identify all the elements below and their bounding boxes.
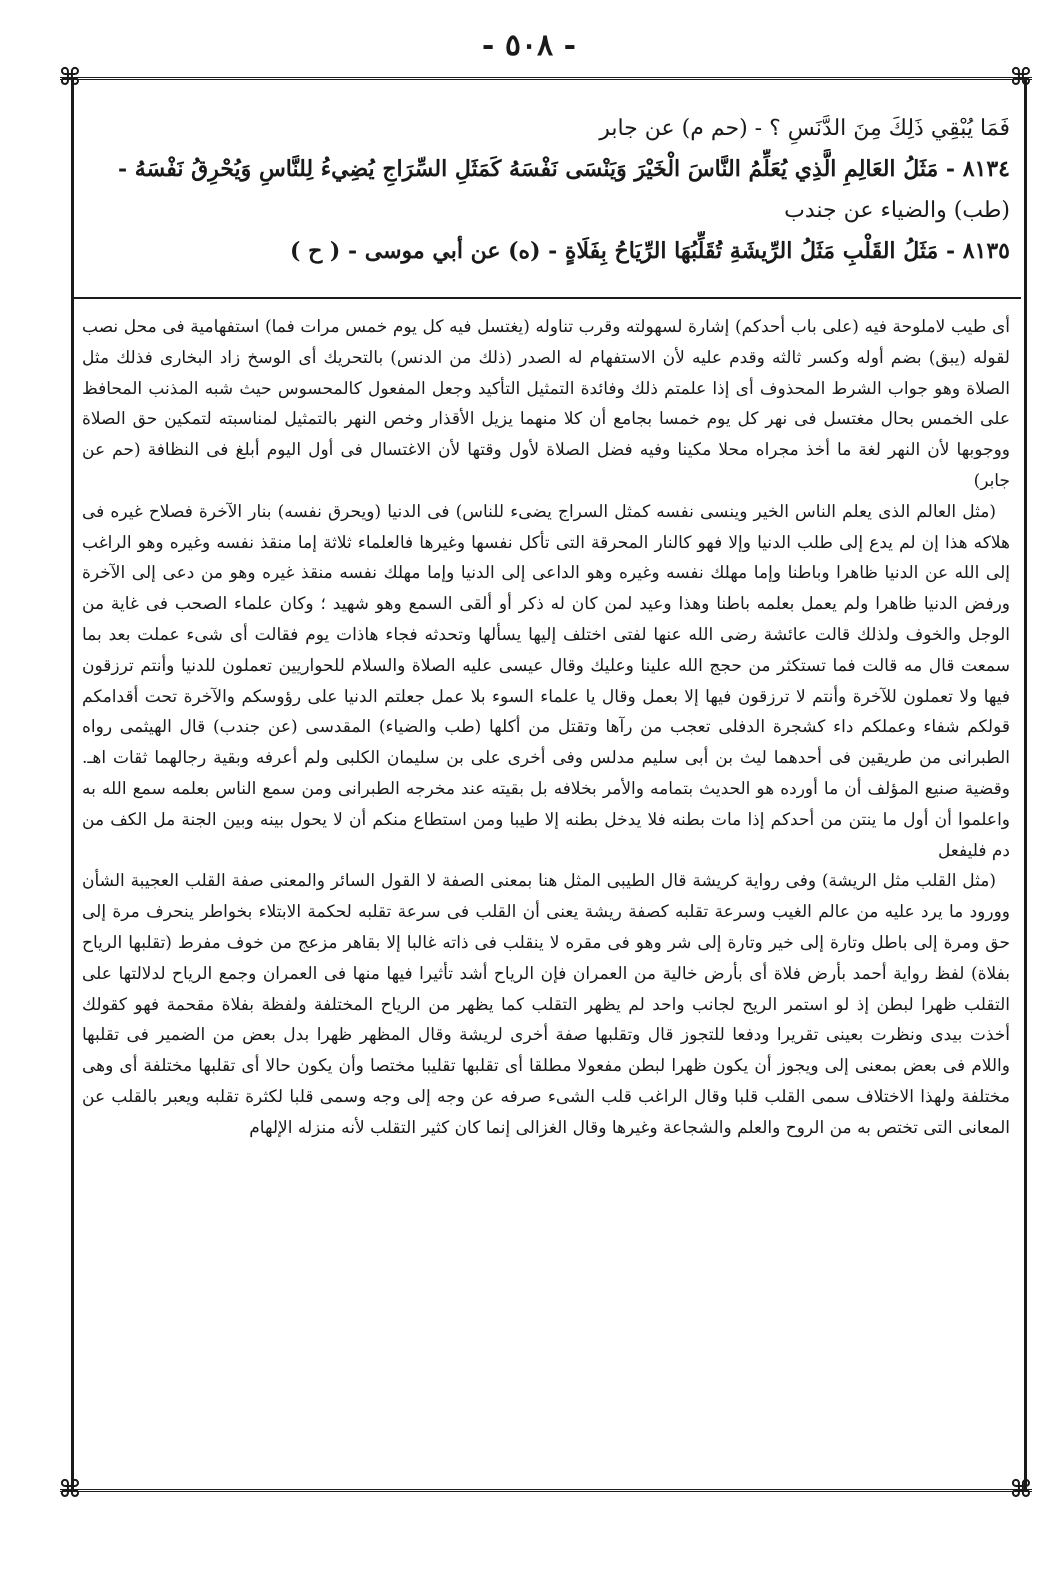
- corner-ornament-icon: ⌘: [58, 1474, 82, 1503]
- hadith-line: فَمَا يُبْقِي ذَلِكَ مِنَ الدَّنَسِ ؟ - (حم م) عن جابر: [599, 116, 1010, 141]
- hadith-text-block: [90, 108, 1010, 272]
- page-number: - ٥٠٨ -: [481, 28, 577, 63]
- commentary-paragraph: (مثل القلب مثل الريشة) وفى رواية كريشة قال الطيبى المثل هنا بمعنى الصفة لا القول السائر والمعنى صفة القلب العجيبة الشأن وورود ما يرد عليه من عالم الغيب وسرعة تقلبه كصفة ريشة يعنى أن القلب فى سرعة تقلبه لحكمة الابتلاء بخواطر ينحرف مرة إلى حق ومرة إلى باطل وتارة إلى خير وتارة إلى شر وهو فى مقره لا ينقلب فى ذاته غالبا إلا بقاهر مزعج من خوف مفرط (تقلبها الرياح بفلاة) لفظ رواية أحمد بأرض فلاة أى بأرض خالية من العمران فإن الرياح أشد تأثيرا فيها منها فى العمران وجمع الرياح لدلالتها على التقلب ظهرا لبطن إذ لو استمر الريح لجانب واحد لم يظهر التقلب كما يظهر من الرياح المختلفة ولفظة بفلاة مقحمة فهو كقولك أخذت بيدى ونظرت بعينى تقريرا ودفعا للتجوز قال وتقلبها صفة أخرى لريشة وقال المظهر ظهرا بدل بعض من الضمير فى تقلبها واللام فى بعض بمعنى إلى ويجوز أن يكون ظهرا لبطن مفعولا مطلقا أى تقلبها تقليبا مختصا وأن يكون حالا أى تقلبها مختلفة أى وهى مختلفة ولهذا الاختلاف سمى القلب قلبا وقال الراغب قلب الشىء صرفه عن وجه إلى وجه وسمى قلبا لكثرة تقلبه ويعبر بالقلب عن المعانى التى تختص به من الروح والعلم والشجاعة وغيرها وقال الغزالى إنما كان كثير التقلب لأنه منزله الإلهام: [82, 871, 1010, 1138]
- hadith-line: (طب) والضياء عن جندب: [784, 198, 1010, 223]
- hadith-line: ٨١٣٥ - مَثَلُ القَلْبِ مَثَلُ الرِّيشَةِ تُقَلِّبُهَا الرِّيَاحُ بِفَلَاةٍ - (ه) عن أبي موسى - ( ح ): [290, 238, 1010, 264]
- commentary-paragraph: أى طيب لاملوحة فيه (على باب أحدكم) إشارة لسهولته وقرب تناوله (يغتسل فيه كل يوم خمس مرات فما) استفهامية فى محل نصب لقوله (يبق) بضم أوله وكسر ثالثه وقدم عليه لأن الاستفهام له الصدر (ذلك من الدنس) بالتحريك أى الوسخ زاد البخارى فذلك مثل الصلاة وهو جواب الشرط المحذوف أى إذا علمتم ذلك وفائدة التمثيل التأكيد وجعل المفعول كالمحسوس حيث شبه المذنب المحافظ على الخمس بحال مغتسل فى نهر كل يوم خمسا بجامع أن كلا منهما يزيل الأقذار وخص النهر بالتمثيل لمناسبته لتمكين حق الصلاة ووجوبها لأن النهر لغة ما أخذ مجراه محلا مكينا وفيه فضل الصلاة لأول وقتها لأن الاغتسال فى أول اليوم أبلغ فى النظافة (حم عن جابر): [82, 317, 1011, 491]
- corner-ornament-icon: ⌘: [58, 62, 82, 91]
- hadith-line: ٨١٣٤ - مَثَلُ العَالِمِ الَّذِي يُعَلِّمُ النَّاسَ الْخَيْرَ وَيَنْسَى نَفْسَهُ كَمَثَلِ السِّرَاجِ يُضِيءُ لِلنَّاسِ وَيُحْرِقُ نَفْسَهُ -: [118, 156, 1010, 182]
- corner-ornament-icon: ⌘: [1009, 62, 1033, 91]
- corner-ornament-icon: ⌘: [1009, 1474, 1033, 1503]
- commentary-block: [82, 312, 1010, 1144]
- commentary-paragraph: (مثل العالم الذى يعلم الناس الخير وينسى نفسه كمثل السراج يضىء للناس) فى الدنيا (ويحرق نفسه) بنار الآخرة فصلاح غيره فى هلاكه هذا إن لم يدع إلى طلب الدنيا وإلا فهو كالنار المحرقة التى تأكل نفسها وغيرها فالعلماء ثلاثة إما منقذ نفسه وغيره وهو الراغب إلى الله عن الدنيا ظاهرا وباطنا وإما مهلك نفسه وغيره وهو الداعى إلى الدنيا وإما مهلك نفسه منقذ غيره وهو من دعى إلى الآخرة ورفض الدنيا ظاهرا ولم يعمل بعلمه باطنا وهذا وعيد لمن كان له ذكر أو ألقى السمع وهو شهيد ؛ وكان علماء الصحب فى غاية من الوجل والخوف ولذلك قالت عائشة رضى الله عنها لفتى اختلف إليها يسألها وتحدثه فجاء هاذات يوم فقالت أى شىء عملت بعد بما سمعت قال مه قالت فما تستكثر من حجج الله علينا وعليك وقال عيسى عليه الصلاة والسلام للحواريين تعملون للدنيا وأنتم ترزقون فيها ولا تعملون للآخرة وأنتم لا ترزقون فيها إلا بعمل وقال يا علماء السوء بلا عمل جعلتم الدنيا على رؤوسكم والآخرة تحت أقدامكم قولكم شفاء وعملكم داء كشجرة الدفلى تعجب من رآها وتقتل من أكلها (طب والضياء) المقدسى (عن جندب) قال الهيثمى رواه الطبرانى من طريقين فى أحدهما ليث بن أبى سليم مدلس وفى أخرى على بن سليمان الكلبى ولم أعرفه وبقية رجالهما ثقات اهـ. وقضية صنيع المؤلف أن ما أورده هو الحديث بتمامه والأمر بخلافه بل بقيته عند مخرجه الطبرانى ومن سمع الناس بعلمه سمع الله به واعلموا أن أول ما ينتن من أحدكم إذا مات بطنه فلا يدخل بطنه إلا طيبا ومن استطاع منكم أن لا يحول بينه وبين الجنة مل الكف من دم فليفعل: [82, 501, 1010, 861]
- section-divider: [74, 297, 1021, 299]
